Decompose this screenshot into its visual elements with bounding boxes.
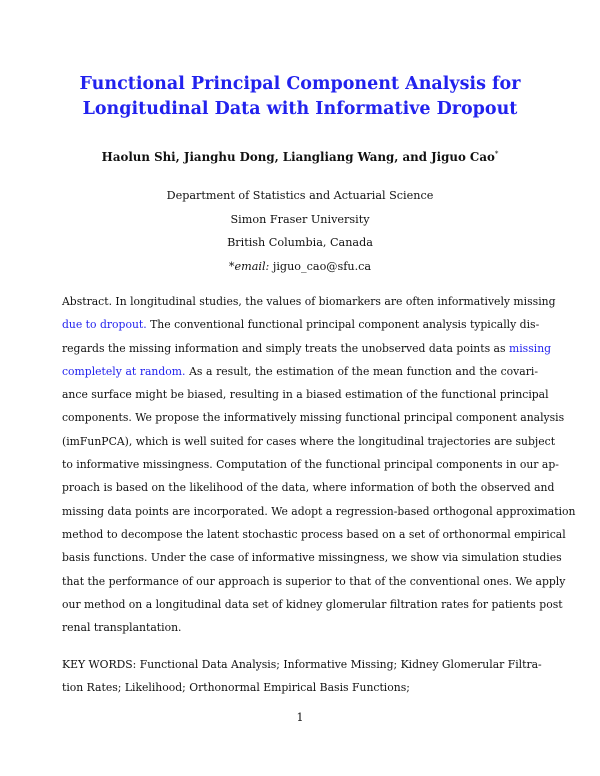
author-list: [60, 150, 540, 164]
corresponding-author-mark: *: [494, 150, 499, 159]
citation-link-random[interactable]: completely at random.: [62, 364, 186, 378]
abstract-line: our method on a longitudinal data set of kidney glomerular filtration rates for patients post: [62, 597, 563, 611]
title-line-2: Longitudinal Data with Informative Dropout: [82, 99, 518, 119]
keywords-line: KEY WORDS: Functional Data Analysis; Informative Missing; Kidney Glomerular Filtra-: [62, 658, 542, 671]
author-names: Haolun Shi, Jianghu Dong, Liangliang Wang, and Jiguo Cao: [101, 150, 495, 164]
abstract-line: that the performance of our approach is superior to that of the conventional ones. We apply: [62, 574, 566, 588]
keywords: [62, 653, 542, 700]
abstract-line: ance surface might be biased, resulting in a biased estimation of the functional principal: [62, 388, 549, 402]
email-label: *email:: [228, 259, 270, 273]
abstract-line: completely at random. As a result, the estimation of the mean function and the covari-: [62, 364, 538, 378]
abstract-line: method to decompose the latent stochastic process based on a set of orthonormal empirical: [62, 527, 566, 541]
abstract-line: renal transplantation.: [62, 621, 182, 635]
citation-link-dropout[interactable]: due to dropout.: [62, 318, 147, 332]
abstract: [62, 290, 576, 639]
abstract-line: proach is based on the likelihood of the data, where information of both the observed and: [62, 481, 555, 495]
abstract-line: regards the missing information and simply treats the unobserved data points as missing: [62, 341, 552, 355]
title-line-1: Functional Principal Component Analysis for: [79, 74, 521, 94]
affiliation-department: Department of Statistics and Actuarial Science: [166, 189, 434, 202]
contact-email: [60, 255, 540, 279]
abstract-line: to informative missingness. Computation of the functional principal components in our ap-: [62, 458, 559, 472]
abstract-line: basis functions. Under the case of informative missingness, we show via simulation studies: [62, 551, 562, 565]
affiliation-location: British Columbia, Canada: [227, 236, 373, 249]
affiliation-university: Simon Fraser University: [230, 212, 370, 226]
paper-title: [60, 72, 540, 122]
page-number: 1: [296, 711, 304, 724]
citation-link-missing[interactable]: missing: [508, 341, 552, 355]
email-address[interactable]: jiguo_cao@sfu.ca: [272, 259, 372, 273]
abstract-line: components. We propose the informatively missing functional principal component analysis: [62, 411, 565, 425]
keywords-line: tion Rates; Likelihood; Orthonormal Empirical Basis Functions;: [62, 681, 410, 695]
abstract-line: (imFunPCA), which is well suited for cases where the longitudinal trajectories are subject: [62, 434, 556, 448]
affiliation-block: [60, 184, 540, 278]
abstract-line: missing data points are incorporated. We adopt a regression-based orthogonal approximation: [62, 504, 576, 518]
abstract-line: Abstract. In longitudinal studies, the values of biomarkers are often informatively missing: [62, 295, 556, 308]
abstract-line: due to dropout. The conventional functional principal component analysis typically dis-: [62, 318, 540, 332]
